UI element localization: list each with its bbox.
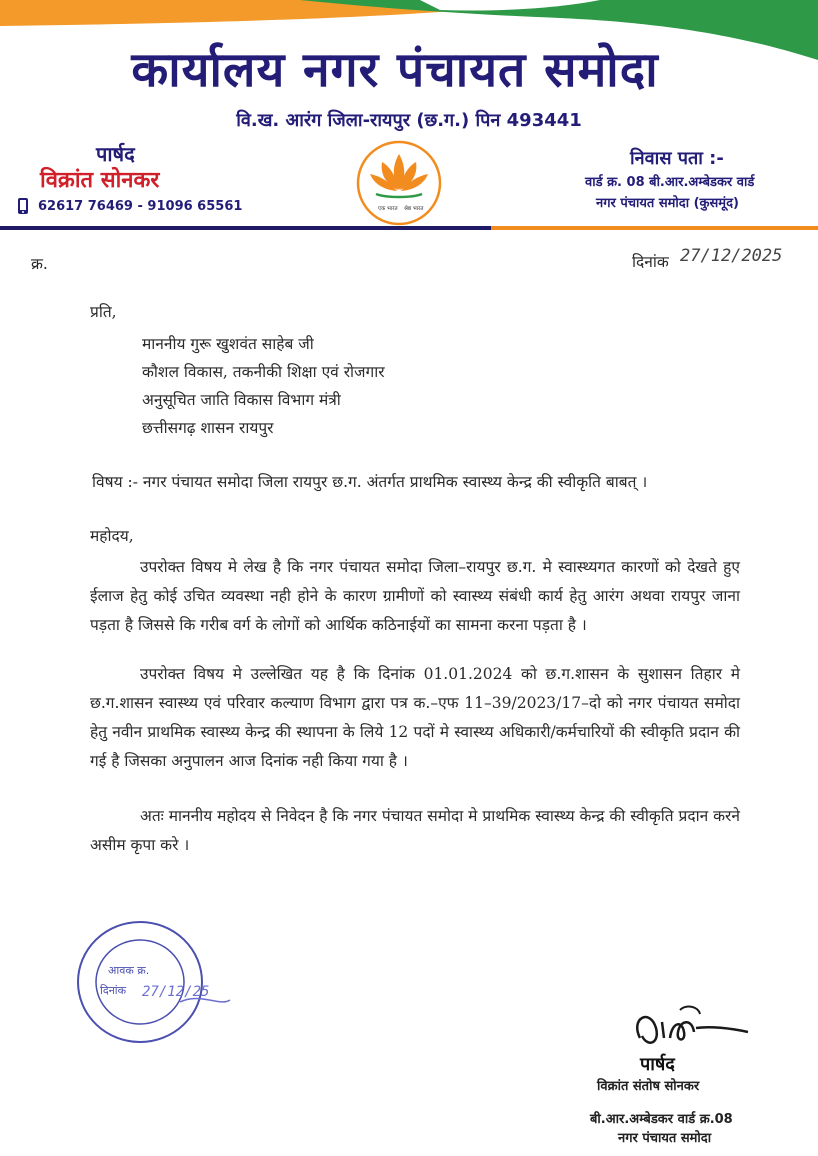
phone-text: 62617 76469 - 91096 65561 — [38, 198, 243, 214]
phone-icon — [14, 197, 32, 215]
signatory-address-line-2: नगर पंचायत समोदा — [618, 1131, 712, 1146]
residence-label: निवास पता :- — [630, 148, 724, 169]
office-seal-stamp — [70, 912, 240, 1052]
signatory-address-line-1: बी.आर.अम्बेडकर वार्ड क्र.08 — [590, 1112, 733, 1127]
body-paragraph: अतः माननीय महोदय से निवेदन है कि नगर पंचायत समोदा मे प्राथमिक स्वास्थ्य केन्द्र की स्वीकृति प्रदान करने असीम कृपा करे । — [90, 807, 740, 854]
handwritten-signature — [620, 998, 760, 1058]
salutation: महोदय, — [90, 527, 134, 545]
residence-line-1: वार्ड क्र. 08 बी.आर.अम्बेडकर वार्ड — [585, 175, 755, 190]
phone-numbers — [14, 197, 242, 215]
residence-line-2: नगर पंचायत समोदा (कुसमूंद) — [596, 196, 739, 211]
lotus-logo-icon — [356, 140, 442, 226]
seal-inward-label: आवक क्र. — [108, 964, 150, 977]
seal-date-value: 27/12/25 — [142, 984, 210, 1000]
body-paragraph: उपरोक्त विषय मे उल्लेखित यह है कि दिनांक 01.01.2024 को छ.ग.शासन के सुशासन तिहार मे छ.ग.शासन स्वास्थ्य एवं परिवार कल्याण विभाग द्वारा पत्र क.–एफ 11–39/2023/17–दो को नगर पंचायत समोदा हेतु नवीन प्राथमिक स्वास्थ्य केन्द्र की स्थापना के लिये 12 पदों मे स्वास्थ्य अधिकारी/कर्मचारियों की स्वीकृति प्रदान की गई है जिसका अनुपालन आज दिनांक नही किया गया है । — [90, 665, 740, 770]
recipient-line: छत्तीसगढ़ शासन रायपुर — [142, 419, 274, 437]
councillor-name: विक्रांत सोनकर — [40, 168, 160, 193]
seal-date-label: दिनांक — [100, 984, 127, 997]
to-label: प्रति, — [90, 303, 117, 321]
reference-number-label: क्र. — [31, 255, 48, 273]
logo-text-left: एक भारत — [378, 206, 398, 212]
recipient-line: अनुसूचित जाति विकास विभाग मंत्री — [142, 391, 341, 409]
recipient-line: कौशल विकास, तकनीकी शिक्षा एवं रोजगार — [142, 363, 385, 381]
signatory-name: विक्रांत संतोष सोनकर — [597, 1079, 700, 1094]
logo-text-right: श्रेष्ठ भारत — [404, 206, 424, 212]
office-title: कार्यालय नगर पंचायत समोदा — [131, 42, 659, 98]
date-handwritten: 27/12/2025 — [680, 246, 783, 266]
signatory-title: पार्षद — [640, 1054, 675, 1075]
date-label: दिनांक — [632, 253, 669, 271]
header-divider — [0, 226, 818, 230]
office-address: वि.ख. आरंग जिला-रायपुर (छ.ग.) पिन 493441 — [236, 110, 582, 131]
recipient-line: माननीय गुरू खुशवंत साहेब जी — [142, 335, 314, 353]
body-paragraph: उपरोक्त विषय मे लेख है कि नगर पंचायत समोदा जिला–रायपुर छ.ग. मे स्वास्थ्यगत कारणों को देखते हुए ईलाज हेतु कोई उचित व्यवस्था नही होने के कारण ग्रामीणों को स्वास्थ्य संबंधी कार्य हेतु आरंग अथवा रायपुर जाना पड़ता है जिससे कि गरीब वर्ग के लोगों को आर्थिक कठिनाईयों का सामना करना पड़ता है । — [90, 558, 740, 634]
subject-line: विषय :- नगर पंचायत समोदा जिला रायपुर छ.ग. अंतर्गत प्राथमिक स्वास्थ्य केन्द्र की स्वीकृति बाबत् । — [92, 473, 648, 491]
councillor-role: पार्षद — [96, 142, 135, 166]
